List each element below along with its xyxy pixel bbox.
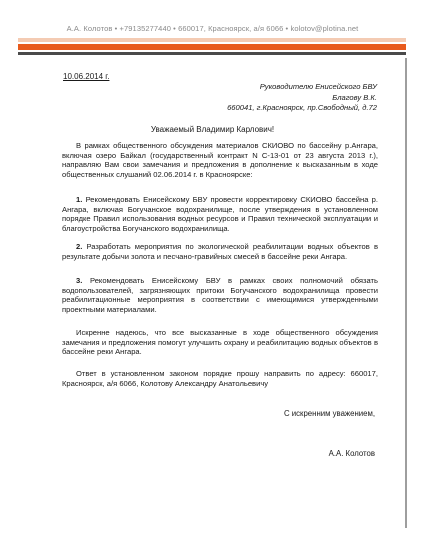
proposal-number: 2. [76,242,83,251]
greeting: Уважаемый Владимир Карлович! [150,125,275,134]
intro-paragraph: В рамках общественного обсуждения материалов СКИОВО по бассейну р.Ангара, включая озеро Байкал (государственный контракт N С-13-01 от 23 августа 2013 г.), направляю Вам свои замечания и предложения в дополнение к высказанным в ходе общественных слушаний 02.06.2014 г. в Красноярске: [62,141,378,179]
proposal-text: Рекомендовать Енисейскому БВУ в рамках своих полномочий обязать водопользователей, загрязняющих притоки Богучанского водохранилища провести реабилитационные мероприятия в соответствии с имеющимися утвержденными проектными материалами. [62,276,378,314]
proposal-item-1 [62,195,378,233]
hope-paragraph: Искренне надеюсь, что все высказанные в ходе общественного обсуждения замечания и предложения помогут улучшить охрану и реабилитацию водных объектов в бассейне реки Ангара. [62,328,378,357]
proposal-item-2 [62,242,378,261]
sender-contact-line: А.А. Колотов • +79135277440 • 660017, Красноярск, а/я 6066 • kolotov@plotina.net [66,24,359,33]
header-bar-light [18,38,406,42]
closing-phrase: С искренним уважением, [284,409,375,418]
header-bar-orange [18,44,406,50]
addressee-position: Руководителю Енисейского БВУ [259,82,377,91]
letter-date: 10.06.2014 г. [63,72,110,81]
header-bar-dark [18,52,406,55]
proposal-number: 1. [76,195,83,204]
proposal-text: Разработать мероприятия по экологической реабилитации водных объектов в результате добычи золота и песчано-гравийных смесей в бассейне реки Ангара. [62,242,378,261]
proposal-item-3 [62,276,378,314]
signature-name: А.А. Колотов [328,449,375,458]
addressee-name: Благову В.К. [332,92,377,102]
proposal-number: 3. [76,276,83,285]
proposal-text: Рекомендовать Енисейскому БВУ провести корректировку СКИОВО бассейна р. Ангара, включая Богучанское водохранилище, после утверждения в установленном порядке Правил использования водных ресурсов и Правил технической эксплуатации и благоустройства Богучанского водохранилища. [62,195,378,233]
addressee-address: 660041, г.Красноярск, пр.Свободный, д.72 [227,103,377,112]
addressee-block [227,82,377,114]
reply-address-paragraph: Ответ в установленном законом порядке прошу направить по адресу: 660017, Красноярск, а/я 6066, Колотову Александру Анатольевичу [62,369,378,388]
